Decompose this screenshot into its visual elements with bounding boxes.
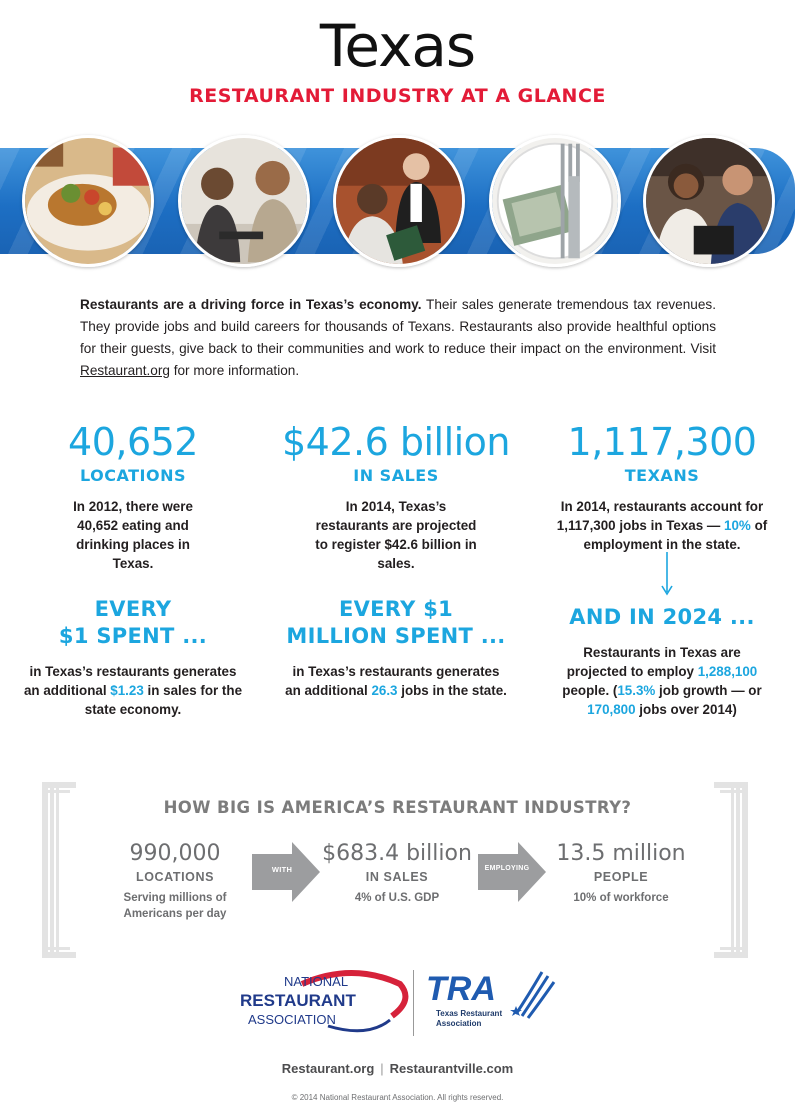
stat-locations — [8, 420, 258, 573]
every-million-desc — [271, 662, 521, 700]
us-locations-label: LOCATIONS — [135, 870, 215, 884]
stat-texans — [537, 420, 787, 554]
stat-every-million — [271, 596, 521, 700]
stat-texans-desc — [537, 497, 787, 554]
footer-separator: | — [380, 1061, 384, 1076]
stat-locations-value: 40,652 — [68, 420, 198, 464]
us-sales-sub: 4% of U.S. GDP — [354, 892, 440, 904]
in-2024-head: AND IN 2024 ... — [569, 605, 755, 629]
in-2024-desc-a: Restaurants in Texas are projected to employ — [566, 645, 741, 679]
employing-connector — [478, 842, 546, 902]
us-stat-people — [546, 840, 696, 906]
stat-texans-highlight: 10% — [724, 518, 751, 533]
stat-texans-desc-b: of employment in the state. — [583, 518, 768, 552]
stat-sales-label: IN SALES — [353, 466, 439, 485]
restaurant-org-link[interactable]: Restaurant.org — [80, 363, 170, 378]
stat-sales — [271, 420, 521, 573]
us-section-title: HOW BIG IS AMERICA’S RESTAURANT INDUSTRY? — [163, 798, 632, 817]
diners-laptop-photo — [178, 135, 310, 267]
with-connector-label: WITH — [271, 865, 293, 874]
employing-connector-label: EMPLOYING — [484, 865, 530, 872]
stat-sales-desc: In 2014, Texas’s restaurants are projected to register $42.6 billion in sales. — [315, 499, 477, 571]
every-million-head-2: MILLION SPENT ... — [286, 624, 506, 648]
stat-sales-value: $42.6 billion — [281, 420, 511, 464]
us-locations-sub: Serving millions of Americans per day — [123, 892, 227, 920]
in-2024-desc-b: people. ( — [562, 683, 618, 698]
every-dollar-head-1: EVERY — [94, 597, 172, 621]
tra-line-2: Association — [436, 1019, 482, 1028]
money-fork-photo — [489, 135, 621, 267]
stat-texans-value: 1,117,300 — [567, 420, 757, 464]
stat-locations-label: LOCATIONS — [80, 466, 186, 485]
in-2024-desc-c: job growth — or — [655, 683, 762, 698]
stat-in-2024 — [537, 604, 787, 719]
page-subtitle: RESTAURANT INDUSTRY AT A GLANCE — [189, 85, 606, 107]
stat-every-dollar — [8, 596, 258, 719]
in-2024-highlight-2: 15.3% — [617, 683, 656, 698]
server-customer-photo — [333, 135, 465, 267]
national-restaurant-association-logo — [232, 966, 410, 1038]
nra-line-2: RESTAURANT — [240, 991, 356, 1010]
in-2024-highlight-1: 1,288,100 — [697, 664, 758, 679]
us-people-label: PEOPLE — [593, 870, 649, 884]
every-million-desc-b: jobs in the state. — [397, 683, 507, 698]
us-sales-value: $683.4 billion — [322, 841, 472, 866]
stat-locations-desc: In 2012, there were 40,652 eating and drinking places in Texas. — [73, 499, 193, 571]
us-people-value: 13.5 million — [556, 841, 686, 866]
footer-links — [0, 1061, 795, 1076]
every-dollar-desc — [8, 662, 258, 719]
us-locations-value: 990,000 — [129, 841, 221, 866]
restaurantville-link[interactable]: Restaurantville.com — [389, 1061, 514, 1076]
in-2024-desc-d: jobs over 2014) — [635, 702, 737, 717]
every-dollar-desc-a: in Texas’s restaurants generates an additional — [23, 664, 237, 698]
couple-menu-photo — [643, 135, 775, 267]
every-million-desc-a: in Texas’s restaurants generates an additional — [285, 664, 500, 698]
every-dollar-desc-b: in sales for the state economy. — [84, 683, 243, 717]
restaurant-org-footer-link[interactable]: Restaurant.org — [281, 1061, 375, 1076]
copyright: © 2014 National Restaurant Association. All rights reserved. — [291, 1093, 504, 1102]
nra-line-1: NATIONAL — [284, 974, 349, 989]
nra-line-3: ASSOCIATION — [248, 1012, 336, 1027]
logo-divider — [413, 970, 414, 1036]
every-million-head-1: EVERY $1 — [338, 597, 454, 621]
tra-mark: TRA — [426, 970, 496, 1008]
stat-texans-label: TEXANS — [624, 466, 700, 485]
arrow-right-icon — [478, 842, 546, 902]
with-connector — [252, 842, 320, 902]
texas-restaurant-association-logo — [424, 966, 558, 1034]
tra-line-1: Texas Restaurant — [436, 1009, 503, 1018]
intro-lead: Restaurants are a driving force in Texas’s economy. — [80, 297, 422, 312]
intro-text-end: for more information. — [169, 363, 300, 378]
arrow-down-icon — [661, 552, 673, 596]
us-people-sub: 10% of workforce — [573, 892, 669, 904]
in-2024-highlight-3: 170,800 — [587, 702, 636, 717]
every-dollar-highlight: $1.23 — [110, 683, 144, 698]
intro-text: Their sales generate tremendous tax revenues. They provide jobs and build careers for thousands of Texans. Restaurants also provide healthful options for their guests, give back to their communities and work to reduce their impact on the environment. Visit — [80, 297, 716, 356]
every-million-highlight: 26.3 — [371, 683, 398, 698]
us-sales-label: IN SALES — [365, 870, 429, 884]
page-title: Texas — [319, 12, 476, 80]
us-stat-sales — [312, 840, 482, 906]
food-plate-photo — [22, 135, 154, 267]
stat-texans-desc-a: In 2014, restaurants account for 1,117,300 jobs in Texas — — [556, 499, 764, 533]
every-dollar-head-2: $1 SPENT ... — [58, 624, 208, 648]
in-2024-desc — [537, 643, 787, 719]
us-stat-locations — [100, 840, 250, 922]
intro-paragraph — [80, 294, 716, 382]
